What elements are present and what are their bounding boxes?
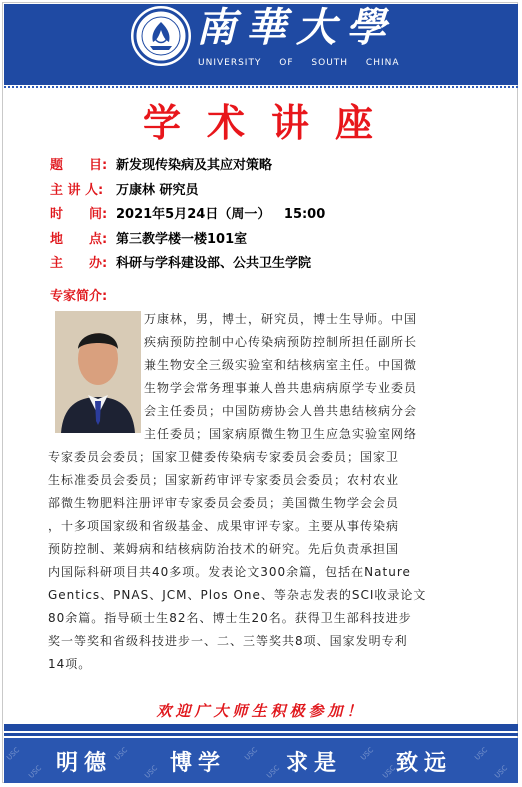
intro-heading: 专家简介: — [50, 289, 108, 304]
bio-line: 生标准委员会委员；国家新药审评专家委员会委员；农村农业 — [48, 473, 400, 487]
header-divider — [4, 86, 518, 88]
info-label: 题 目: — [50, 158, 108, 173]
motto-word: 明德 — [56, 751, 113, 776]
bio-line: 14项。 — [48, 657, 92, 671]
info-label: 主 讲 人: — [50, 182, 104, 198]
watermark: USC — [359, 746, 376, 762]
bio-line: 专家委员会委员；国家卫健委传染病专家委员会委员；国家卫 — [48, 450, 400, 464]
watermark: USC — [143, 764, 160, 780]
info-row-time — [50, 203, 510, 228]
poster-title: 学术讲座 — [142, 101, 399, 145]
bio-line: 疾病预防控制中心传染病预防控制所担任副所长 — [144, 335, 418, 349]
bio-line: 内国际科研项目共40多项。发表论文300余篇，包括在Nature — [48, 565, 411, 579]
bio-line: 部微生物肥料注册评审专家委员会委员；美国微生物学会会员 — [48, 496, 400, 510]
info-label: 主 办: — [50, 256, 108, 271]
motto-word: 致远 — [396, 751, 453, 776]
welcome-message: 欢迎广大师生积极参加！ — [156, 702, 366, 720]
watermark: USC — [473, 746, 490, 762]
info-row-location — [50, 228, 510, 253]
lecture-info — [50, 154, 510, 277]
speaker-bio — [48, 308, 480, 676]
watermark: USC — [265, 764, 282, 780]
university-name-cn: 南華大學 — [196, 4, 396, 51]
info-row-topic — [50, 154, 510, 179]
bio-line: 80余篇。指导硕士生82名、博士生20名。获得卫生部科技进步 — [48, 611, 412, 625]
motto-word: 求是 — [286, 751, 343, 776]
bio-line: 兼生物安全三级实验室和结核病室主任。中国微 — [144, 358, 418, 372]
info-value: 第三教学楼一楼101室 — [116, 231, 248, 247]
bio-line: 生物学会常务理事兼人兽共患病病原学专业委员 — [144, 381, 418, 395]
motto-word: 博学 — [170, 751, 227, 776]
info-value: 科研与学科建设部、公共卫生学院 — [116, 256, 312, 271]
watermark: USC — [243, 746, 260, 762]
bio-line: 会主任委员；中国防痨协会人兽共患结核病分会 — [144, 404, 418, 418]
university-logo-icon — [131, 6, 191, 66]
info-value: 万康林 研究员 — [116, 182, 199, 198]
watermark: USC — [381, 764, 398, 780]
watermark: USC — [5, 746, 22, 762]
watermark: USC — [493, 764, 510, 780]
watermark: USC — [113, 746, 130, 762]
info-row-speaker — [50, 179, 510, 204]
info-label: 地 点: — [50, 231, 108, 247]
university-name-en: UNIVERSITY OF SOUTH CHINA — [198, 58, 400, 68]
bio-line: Gentics、PNAS、JCM、Plos One、等杂志发表的SCI收录论文 — [48, 588, 427, 602]
watermark: USC — [27, 764, 44, 780]
footer-stripe — [4, 724, 518, 731]
info-value: 2021年5月24日（周一） 15:00 — [116, 207, 326, 222]
bio-line: 万康林，男，博士，研究员，博士生导师。中国 — [144, 312, 418, 326]
bio-line: ，十多项国家级和省级基金、成果审评专家。主要从事传染病 — [48, 519, 400, 533]
footer-stripe — [4, 733, 518, 736]
info-label: 时 间: — [50, 207, 108, 222]
footer-banner — [4, 738, 518, 783]
info-row-host — [50, 252, 510, 277]
bio-line: 奖一等奖和省级科技进步一、二、三等奖共8项、国家发明专利 — [48, 634, 408, 648]
info-value: 新发现传染病及其应对策略 — [116, 158, 273, 173]
bio-line: 预防控制、莱姆病和结核病防治技术的研究。先后负责承担国 — [48, 542, 400, 556]
bio-line: 主任委员；国家病原微生物卫生应急实验室网络 — [144, 427, 418, 441]
